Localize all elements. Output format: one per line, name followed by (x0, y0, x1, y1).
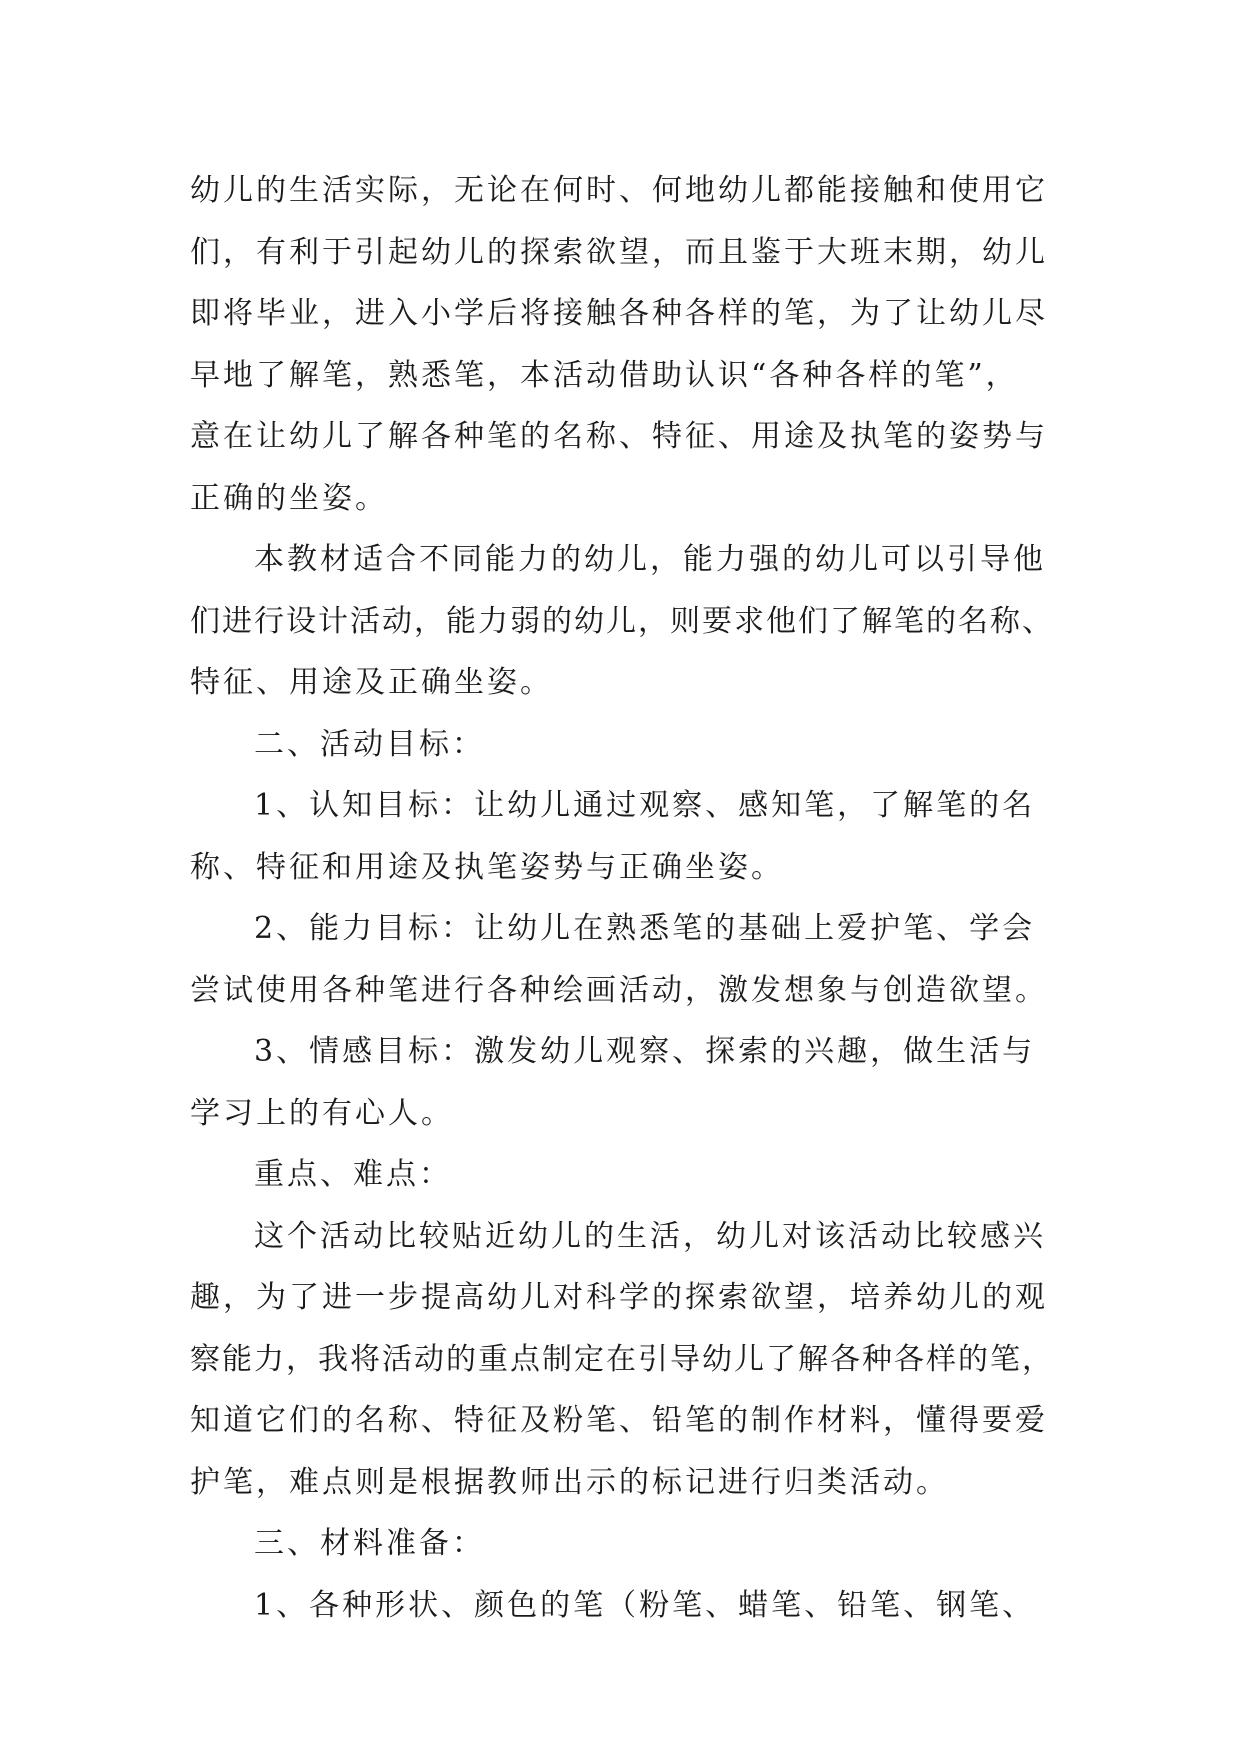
document-body (190, 160, 1060, 1636)
text-line: 特征、用途及正确坐姿。 (190, 665, 553, 700)
text-line: 这个活动比较贴近幼儿的生活，幼儿对该活动比较感兴 (254, 1218, 1046, 1254)
text-line: 1、各种形状、颜色的笔（粉笔、蜡笔、铅笔、钢笔、 (254, 1587, 1036, 1623)
text-line: 们，有利于引起幼儿的探索欲望，而且鉴于大班末期，幼儿 (190, 234, 1048, 270)
text-line: 察能力，我将活动的重点制定在引导幼儿了解各种各样的笔， (190, 1341, 1054, 1377)
text-line: 早地了解笔，熟悉笔，本活动借助认识“各种各样的笔”， (190, 357, 1019, 393)
text-line: 们进行设计活动，能力弱的幼儿，则要求他们了解笔的名称、 (190, 603, 1054, 639)
text-line: 趣，为了进一步提高幼儿对科学的探索欲望，培养幼儿的观 (190, 1280, 1048, 1315)
text-line: 知道它们的名称、特征及粉笔、铅笔的制作材料，懂得要爱 (190, 1403, 1048, 1438)
text-line: 1、认知目标：让幼儿通过观察、感知笔，了解笔的名 (254, 788, 1036, 823)
text-line: 本教材适合不同能力的幼儿，能力强的幼儿可以引导他 (254, 542, 1046, 577)
text-line: 尝试使用各种笔进行各种绘画活动，激发想象与创造欲望。 (190, 972, 1048, 1008)
text-line: 护笔，难点则是根据教师出示的标记进行归类活动。 (190, 1464, 949, 1500)
text-line: 称、特征和用途及执笔姿势与正确坐姿。 (190, 849, 784, 885)
text-line: 意在让幼儿了解各种笔的名称、特征、用途及执笔的姿势与 (190, 419, 1048, 454)
text-line: 2、能力目标：让幼儿在熟悉笔的基础上爱护笔、学会 (254, 911, 1036, 946)
text-line: 即将毕业，进入小学后将接触各种各样的笔，为了让幼儿尽 (190, 296, 1048, 331)
text-line: 重点、难点： (254, 1157, 452, 1192)
text-line: 3、情感目标：激发幼儿观察、探索的兴趣，做生活与 (254, 1034, 1036, 1069)
text-line: 二、活动目标： (254, 726, 485, 762)
text-line: 正确的坐姿。 (190, 480, 388, 516)
text-line: 学习上的有心人。 (190, 1095, 454, 1131)
text-line: 三、材料准备： (254, 1526, 485, 1561)
text-line: 幼儿的生活实际，无论在何时、何地幼儿都能接触和使用它 (190, 173, 1048, 208)
